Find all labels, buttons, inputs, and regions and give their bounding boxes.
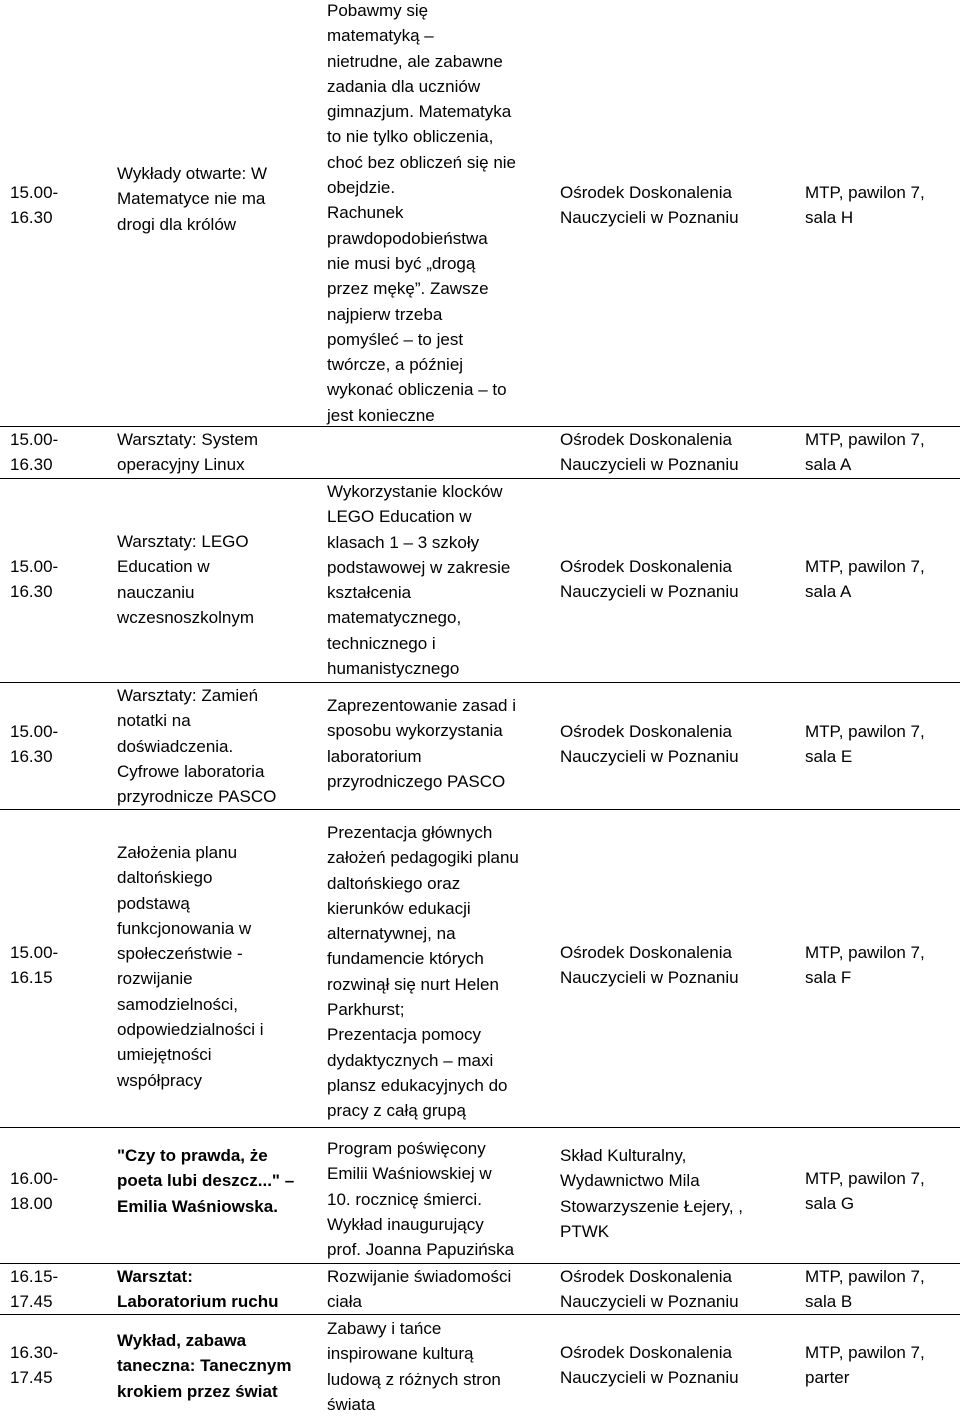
event-description: Wykorzystanie klocków LEGO Education w klasach 1 – 3 szkoły podstawowej w zakresie kształcenia matematycznego, technicznego i humanistycznego — [327, 482, 511, 679]
table-row — [0, 427, 960, 479]
event-time: 15.00- 16.30 — [10, 183, 59, 228]
event-title: Wykład, zabawa taneczna: Tanecznym krokiem przez świat — [117, 1331, 292, 1401]
table-row — [0, 1264, 960, 1315]
event-organizer: Ośrodek Doskonalenia Nauczycieli w Poznaniu — [560, 183, 739, 228]
event-organizer: Ośrodek Doskonalenia Nauczycieli w Poznaniu — [560, 1343, 739, 1388]
event-organizer: Ośrodek Doskonalenia Nauczycieli w Poznaniu — [560, 1267, 739, 1312]
event-title: Wykłady otwarte: W Matematyce nie ma drogi dla królów — [117, 164, 268, 234]
table-row — [0, 1315, 960, 1420]
event-organizer: Ośrodek Doskonalenia Nauczycieli w Poznaniu — [560, 943, 739, 988]
event-place: MTP, pawilon 7, sala B — [805, 1267, 925, 1312]
event-title: Warsztaty: System operacyjny Linux — [117, 430, 259, 475]
event-place: MTP, pawilon 7, sala H — [805, 183, 925, 228]
table-row — [0, 1128, 960, 1264]
event-time: 15.00- 16.15 — [10, 943, 59, 988]
event-description: Program poświęcony Emilii Waśniowskiej w 10. rocznicę śmierci. Wykład inaugurujący prof. Joanna Papuzińska — [327, 1139, 515, 1260]
event-time: 15.00- 16.30 — [10, 722, 59, 767]
event-organizer: Ośrodek Doskonalenia Nauczycieli w Poznaniu — [560, 722, 739, 767]
event-time: 15.00- 16.30 — [10, 557, 59, 602]
event-title: "Czy to prawda, że poeta lubi deszcz..." – Emilia Waśniowska. — [117, 1146, 295, 1216]
event-organizer: Skład Kulturalny, Wydawnictwo Mila Stowarzyszenie Łejery, , PTWK — [560, 1146, 743, 1241]
event-place: MTP, pawilon 7, parter — [805, 1343, 925, 1388]
event-title: Założenia planu daltońskiego podstawą funkcjonowania w społeczeństwie - rozwijanie samodzielności, odpowiedzialności i umiejętności współpracy — [117, 843, 264, 1090]
event-time: 16.00- 18.00 — [10, 1169, 59, 1214]
event-place: MTP, pawilon 7, sala A — [805, 430, 925, 475]
event-description: Zaprezentowanie zasad i sposobu wykorzystania laboratorium przyrodniczego PASCO — [327, 696, 517, 791]
table-row — [0, 810, 960, 1128]
event-place: MTP, pawilon 7, sala F — [805, 943, 925, 988]
event-place: MTP, pawilon 7, sala A — [805, 557, 925, 602]
event-time: 16.30- 17.45 — [10, 1343, 59, 1388]
table-row — [0, 683, 960, 810]
event-organizer: Ośrodek Doskonalenia Nauczycieli w Poznaniu — [560, 557, 739, 602]
event-description: Pobawmy się matematyką – nietrudne, ale zabawne zadania dla uczniów gimnazjum. Matematyka to nie tylko obliczenia, choć bez obliczeń się nie obejdzie. Rachunek prawdopodobieństwa nie musi być „drogą przez mękę”. Zawsze najpierw trzeba pomyśleć – to jest twórcze, a później wykonać obliczenia – to jest konieczne — [327, 1, 517, 425]
event-description: Prezentacja głównych założeń pedagogiki planu daltońskiego oraz kierunków edukacji alternatywnej, na fundamencie których rozwinął się nurt Helen Parkhurst; Prezentacja pomocy dydaktycznych – maxi plansz edukacyjnych do pracy z całą grupą — [327, 823, 519, 1121]
event-description: Zabawy i tańce inspirowane kulturą ludową z różnych stron świata — [327, 1319, 501, 1414]
event-organizer: Ośrodek Doskonalenia Nauczycieli w Poznaniu — [560, 430, 739, 475]
table-row — [0, 479, 960, 683]
table-row — [0, 0, 960, 427]
event-time: 15.00- 16.30 — [10, 430, 59, 475]
event-place: MTP, pawilon 7, sala G — [805, 1169, 925, 1214]
event-title: Warsztaty: LEGO Education w nauczaniu wczesnoszkolnym — [117, 532, 254, 627]
event-title: Warsztat: Laboratorium ruchu — [117, 1267, 279, 1312]
event-title: Warsztaty: Zamień notatki na doświadczenia. Cyfrowe laboratoria przyrodnicze PASCO — [117, 686, 277, 807]
event-description: Rozwijanie świadomości ciała — [327, 1267, 512, 1312]
event-place: MTP, pawilon 7, sala E — [805, 722, 925, 767]
event-time: 16.15- 17.45 — [10, 1267, 59, 1312]
